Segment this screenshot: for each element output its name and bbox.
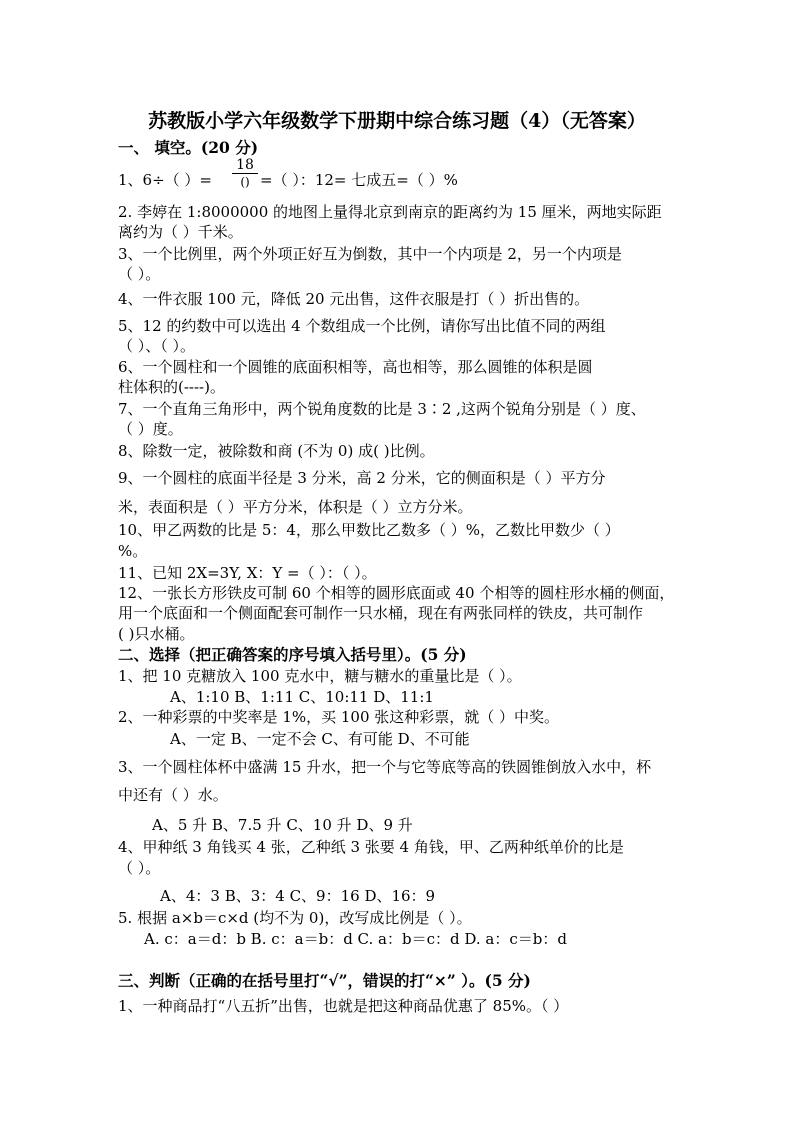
question-judge-1: 1、一种商品打“八五折”出售，也就是把这种商品优惠了 85%。（ ） [118,997,569,1015]
fraction [232,158,258,189]
question-choice-5-options: A. c：a＝d：b B. c：a＝b：d C. a：b＝c：d D. a：c＝b：d [144,930,567,948]
question-choice-4-line-1: 4、甲种纸 3 角钱买 4 张，乙种纸 3 张要 4 角钱，甲、乙两种纸单价的比是 [118,838,624,856]
question-fill-2-line-1: 2. 李婷在 1:8000000 的地图上量得北京到南京的距离约为 15 厘米，两地实际距 [118,203,662,221]
question-fill-6-line-2: 柱体积的(----)。 [118,378,225,396]
question-choice-4-options: A、4：3 B、3：4 C、9：16 D、16：9 [160,887,436,905]
question-fill-3-line-1: 3、一个比例里，两个外项正好互为倒数，其中一个内项是 2，另一个内项是 [118,245,622,263]
question-fill-4: 4、一件衣服 100 元，降低 20 元出售，这件衣服是打（ ）折出售的。 [118,290,590,308]
question-fill-9-line-1: 9、一个圆柱的底面半径是 3 分米，高 2 分米，它的侧面积是（ ）平方分 [118,469,606,487]
question-choice-3-line-1: 3、一个圆柱体杯中盛满 15 升水，把一个与它等底等高的铁圆锥倒放入水中，杯 [118,758,652,776]
section-heading-judge: 三、判断（正确的在括号里打“√”，错误的打“×” ）。(5 分) [118,971,531,990]
question-choice-2-options: A、一定 B、一定不会 C、有可能 D、不可能 [170,730,470,748]
question-fill-5-line-1: 5、12 的约数中可以选出 4 个数组成一个比例，请你写出比值不同的两组 [118,317,606,335]
question-choice-5: 5. 根据 a×b＝c×d (均不为 0)，改写成比例是（ ）。 [118,909,472,927]
question-fill-12-line-1: 12、一张长方形铁皮可制 60 个相等的圆形底面或 40 个相等的圆柱形水桶的侧面， [118,584,675,602]
page-title: 苏教版小学六年级数学下册期中综合练习题（4）（无答案） [148,110,646,132]
fraction-denominator: () [240,175,250,189]
question-fill-2-line-2: 离约为（ ）千米。 [118,223,243,241]
question-choice-3-options: A、5 升 B、7.5 升 C、10 升 D、9 升 [152,816,413,834]
question-fill-7-line-2: （ ）度。 [118,420,183,438]
question-fill-7-line-1: 7、一个直角三角形中，两个锐角度数的比是 3∶2 ,这两个锐角分别是（ ）度、 [118,400,646,418]
question-fill-6-line-1: 6、一个圆柱和一个圆锥的底面积相等，高也相等，那么圆锥的体积是圆 [118,358,593,376]
question-choice-1: 1、把 10 克糖放入 100 克水中，糖与糖水的重量比是（ ）。 [118,667,522,685]
fraction-numerator: 18 [236,157,254,173]
question-fill-11: 11、已知 2X=3Y, X：Y =（ ）：（ ）。 [118,564,377,582]
question-fill-5-line-2: （ ）、（ ）。 [118,337,196,355]
question-fill-1-post: =（ ）：12= 七成五=（ ）% [260,171,458,189]
question-choice-4-line-2: （ ）。 [118,859,161,877]
question-fill-1-pre: 1、6÷（ ）= [118,171,212,189]
question-fill-3-line-2: （ ）。 [118,265,161,283]
section-heading-fill: 一、 填空。(20 分) [118,138,259,157]
question-fill-9-line-2: 米，表面积是（ ）平方分米，体积是（ ）立方分米。 [118,498,473,516]
question-fill-12-line-2: 用一个底面和一个侧面配套可制作一只水桶，现在有两张同样的铁皮，共可制作 [118,604,644,622]
question-fill-8: 8、除数一定，被除数和商 (不为 0) 成( )比例。 [118,442,435,460]
question-fill-12-line-3: ( )只水桶。 [118,625,195,643]
fraction-bar [232,173,258,174]
question-choice-1-options: A、1:10 B、1:11 C、10:11 D、11:1 [170,688,434,706]
question-choice-3-line-2: 中还有（ ）水。 [118,786,228,804]
question-fill-10-line-2: %。 [118,542,148,560]
question-choice-2: 2、一种彩票的中奖率是 1%，买 100 张这种彩票，就（ ）中奖。 [118,708,560,726]
section-heading-choice: 二、选择（把正确答案的序号填入括号里）。(5 分) [118,645,467,664]
question-fill-10-line-1: 10、甲乙两数的比是 5：4，那么甲数比乙数多（ ）%，乙数比甲数少（ ） [118,521,620,539]
